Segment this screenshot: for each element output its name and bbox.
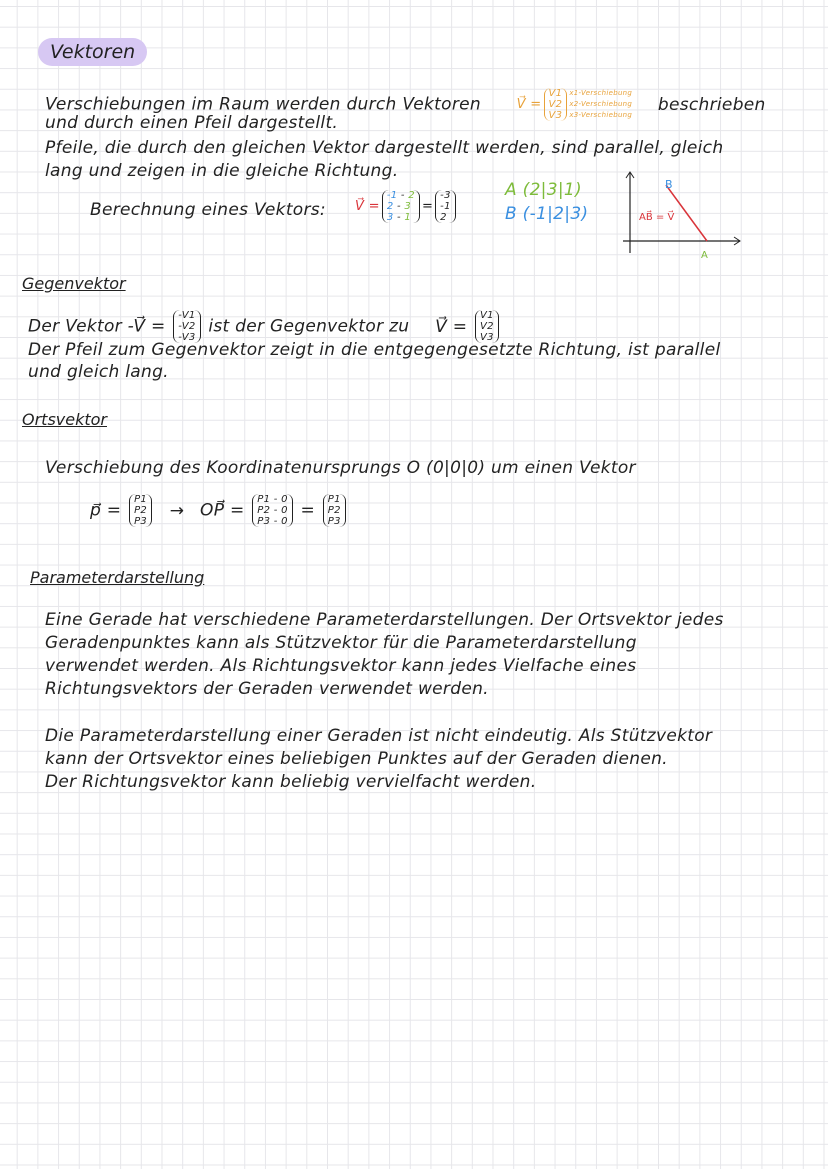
component: -V3 bbox=[178, 332, 196, 343]
parameter-p1-line: Richtungsvektors der Geraden verwendet werden. bbox=[45, 679, 489, 699]
calc-vector: V⃗ = -1 - 2 2 - 3 3 - 1 = -3 -1 2 bbox=[355, 190, 458, 223]
parameter-p2-line: Die Parameterdarstellung einer Geraden ist nicht eindeutig. Als Stützvektor bbox=[45, 726, 713, 746]
component: V3 bbox=[548, 110, 563, 121]
result-component: -3 bbox=[440, 190, 451, 201]
parameter-p2-line: Der Richtungsvektor kann beliebig vervielfacht werden. bbox=[45, 772, 537, 792]
component: V3 bbox=[480, 332, 494, 343]
component: P3 bbox=[327, 516, 341, 527]
graph-point-a: A bbox=[701, 250, 708, 261]
arrow-icon: → bbox=[169, 500, 185, 521]
component: P2 bbox=[327, 505, 341, 516]
text: ist der Gegenvektor zu bbox=[208, 316, 410, 337]
b-component: 2 bbox=[386, 201, 394, 212]
result-component: -1 bbox=[440, 201, 451, 212]
intro-line-4: lang und zeigen in die gleiche Richtung. bbox=[45, 161, 399, 181]
text: V⃗ = bbox=[435, 316, 468, 337]
vector-label: V⃗ = bbox=[355, 199, 380, 214]
ortsvektor-line-1: Verschiebung des Koordinatenursprungs O (0|0|0) um einen Vektor bbox=[45, 458, 636, 478]
component: P3 bbox=[134, 516, 148, 527]
parameter-p1-line: Eine Gerade hat verschiedene Parameterdarstellungen. Der Ortsvektor jedes bbox=[45, 610, 724, 630]
parameter-p1-line: Geradenpunktes kann als Stützvektor für die Parameterdarstellung bbox=[45, 633, 637, 653]
gegenvektor-line-1 bbox=[28, 310, 501, 343]
b-component: -1 bbox=[386, 190, 398, 201]
graph-point-b: B bbox=[665, 178, 673, 191]
vector-graph bbox=[615, 168, 745, 263]
text: Verschiebungen im Raum werden durch Vektoren bbox=[45, 94, 481, 115]
text: = bbox=[300, 500, 316, 521]
a-component: 2 bbox=[408, 190, 415, 201]
annotation: x2-Verschiebung bbox=[569, 100, 633, 108]
component: V2 bbox=[548, 99, 563, 110]
vector-definition bbox=[517, 88, 633, 121]
text: Der Vektor -V⃗ = bbox=[28, 316, 166, 337]
gegenvektor-line-3: und gleich lang. bbox=[28, 362, 169, 382]
component: -V2 bbox=[178, 321, 196, 332]
component: P3 - 0 bbox=[257, 516, 288, 527]
parameter-p2-line: kann der Ortsvektor eines beliebigen Punktes auf der Geraden dienen. bbox=[45, 749, 668, 769]
page-title: Vektoren bbox=[38, 38, 147, 66]
component: V2 bbox=[480, 321, 494, 332]
component: V1 bbox=[480, 310, 494, 321]
heading-ortsvektor: Ortsvektor bbox=[22, 410, 107, 429]
annotation: x1-Verschiebung bbox=[569, 89, 633, 97]
vector-label: V⃗ = bbox=[516, 97, 542, 112]
ortsvektor-formula bbox=[90, 494, 348, 527]
component: V1 bbox=[548, 88, 563, 99]
component: P2 bbox=[134, 505, 148, 516]
parameter-p1-line: verwendet werden. Als Richtungsvektor kann jedes Vielfache eines bbox=[45, 656, 637, 676]
point-b: B (-1|2|3) bbox=[505, 204, 589, 224]
text: p⃗ = bbox=[90, 500, 122, 521]
intro-line-2: und durch einen Pfeil dargestellt. bbox=[45, 113, 339, 133]
a-component: 3 bbox=[404, 201, 412, 212]
component: -V1 bbox=[178, 310, 196, 321]
gegenvektor-line-2: Der Pfeil zum Gegenvektor zeigt in die entgegengesetzte Richtung, ist parallel bbox=[28, 340, 721, 360]
heading-gegenvektor: Gegenvektor bbox=[22, 274, 126, 293]
component: P1 bbox=[327, 494, 341, 505]
text: beschrieben bbox=[657, 94, 766, 115]
result-component: 2 bbox=[440, 212, 447, 223]
text: OP⃗ = bbox=[200, 500, 245, 521]
intro-line-3: Pfeile, die durch den gleichen Vektor dargestellt werden, sind parallel, gleich bbox=[45, 138, 724, 158]
annotation: x3-Verschiebung bbox=[569, 111, 633, 119]
point-a: A (2|3|1) bbox=[505, 180, 582, 200]
a-component: 1 bbox=[404, 212, 412, 223]
component: P1 bbox=[134, 494, 148, 505]
graph-vector-label: AB⃗ = V⃗ bbox=[639, 212, 675, 223]
calc-label: Berechnung eines Vektors: bbox=[90, 200, 326, 220]
component: P2 - 0 bbox=[257, 505, 288, 516]
b-component: 3 bbox=[386, 212, 394, 223]
component: P1 - 0 bbox=[257, 494, 288, 505]
heading-parameterdarstellung: Parameterdarstellung bbox=[30, 568, 205, 587]
